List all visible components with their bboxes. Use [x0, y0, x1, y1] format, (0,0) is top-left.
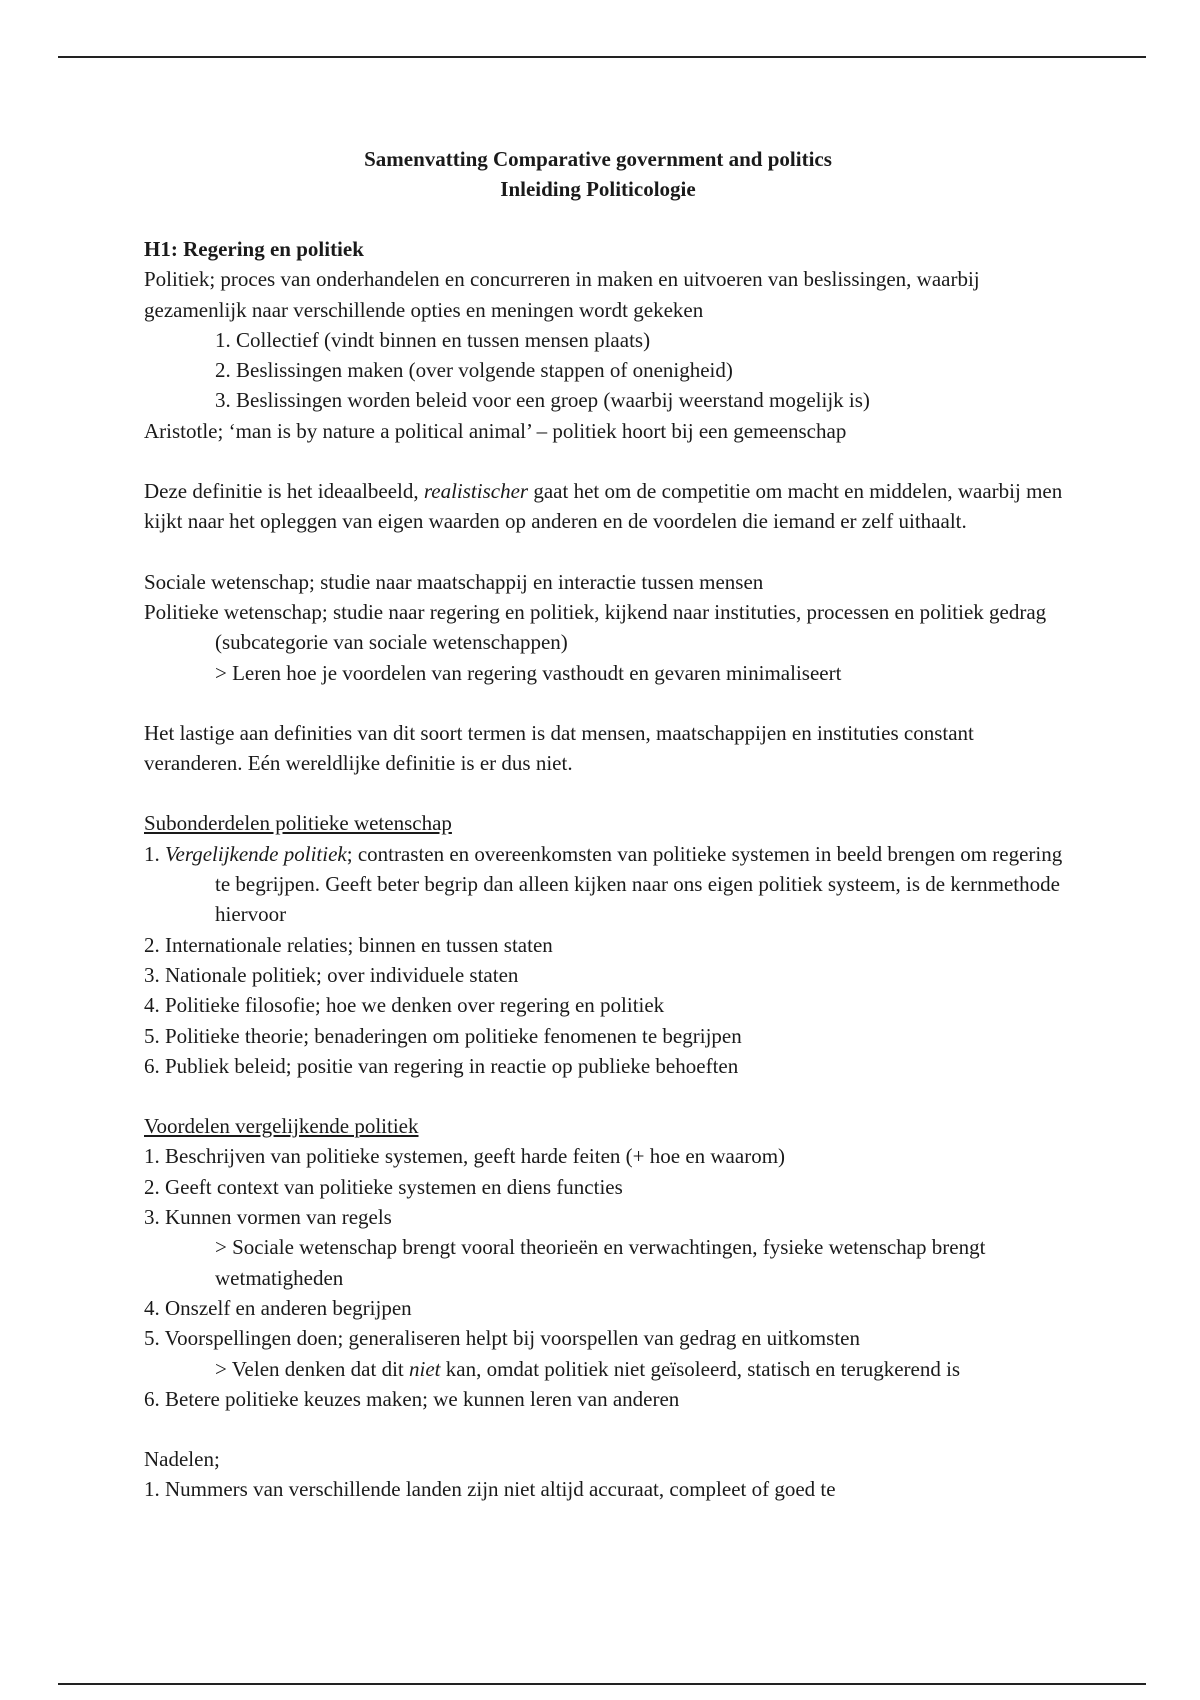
- list-item: 4. Onszelf en anderen begrijpen: [144, 1295, 412, 1320]
- emphasis-realistischer: realistischer: [423, 479, 529, 504]
- definition-politiek: Politiek; proces van onderhandelen en concurreren in maken en uitvoeren van beslissingen, waarbij gezamenlijk naar verschillende opties en meningen wordt gekeken: [144, 267, 980, 322]
- list-item: 1. Beschrijven van politieke systemen, geeft harde feiten (+ hoe en waarom): [144, 1144, 786, 1169]
- bottom-rule: [58, 1683, 1146, 1685]
- emphasis-niet: niet: [409, 1356, 441, 1381]
- list-item: 6. Publiek beleid; positie van regering in reactie op publieke behoeften: [144, 1053, 739, 1078]
- subonderdelen-heading: Subonderdelen politieke wetenschap: [144, 811, 452, 836]
- document-title: [132, 144, 1064, 204]
- ideal-paragraph: Deze definitie is het ideaalbeeld, realistischer gaat het om de competitie om macht en middelen, waarbij men kijkt naar het opleggen van eigen waarden op anderen en de voordelen die iemand er zelf uithaalt.: [144, 479, 1063, 534]
- top-rule: [58, 56, 1146, 58]
- title-line-2: Inleiding Politicologie: [500, 177, 696, 201]
- title-line-1: Samenvatting Comparative government and politics: [364, 147, 832, 171]
- definitions-paragraph: Het lastige aan definities van dit soort termen is dat mensen, maatschappijen en instituties constant veranderen. Eén wereldlijke definitie is er dus niet.: [144, 720, 974, 776]
- sub-point: > Sociale wetenschap brengt vooral theorieën en verwachtingen, fysieke wetenschap brengt wetmatigheden: [215, 1235, 986, 1290]
- list-item: 1. Vergelijkende politiek; contrasten en overeenkomsten van politieke systemen in beeld brengen om regering te begrijpen. Geeft beter begrip dan alleen kijken naar ons eigen politiek systeem, is de kernmethode hiervoor: [144, 841, 1063, 927]
- section-heading-h1: H1: Regering en politiek: [144, 237, 364, 261]
- nadelen-heading: Nadelen;: [144, 1447, 220, 1472]
- aristotle-quote: Aristotle; ‘man is by nature a political animal’ – politiek hoort bij een gemeenschap: [144, 418, 847, 443]
- list-item: 1. Nummers van verschillende landen zijn niet altijd accuraat, compleet of goed te: [144, 1477, 836, 1502]
- definition-sociale-wetenschap: Sociale wetenschap; studie naar maatschappij en interactie tussen mensen: [144, 569, 764, 594]
- list-item: 5. Voorspellingen doen; generaliseren helpt bij voorspellen van gedrag en uitkomsten: [144, 1326, 860, 1351]
- list-item: 5. Politieke theorie; benaderingen om politieke fenomenen te begrijpen: [144, 1023, 742, 1048]
- list-item: 4. Politieke filosofie; hoe we denken over regering en politiek: [144, 993, 665, 1018]
- definition-politieke-wetenschap: Politieke wetenschap; studie naar regering en politiek, kijkend naar instituties, processen en politiek gedrag (subcategorie van sociale wetenschappen): [144, 599, 1047, 655]
- voordelen-heading: Voordelen vergelijkende politiek: [144, 1114, 419, 1139]
- list-item: 3. Nationale politiek; over individuele staten: [144, 962, 519, 987]
- list-item: 6. Betere politieke keuzes maken; we kunnen leren van anderen: [144, 1386, 680, 1411]
- list-item: 3. Beslissingen worden beleid voor een groep (waarbij weerstand mogelijk is): [215, 388, 870, 413]
- list-item: 2. Beslissingen maken (over volgende stappen of onenigheid): [215, 358, 733, 383]
- list-item: 1. Collectief (vindt binnen en tussen mensen plaats): [215, 327, 651, 352]
- list-item: 3. Kunnen vormen van regels: [144, 1205, 392, 1230]
- sub-point: > Leren hoe je voordelen van regering vasthoudt en gevaren minimaliseert: [215, 660, 842, 685]
- emphasis-vergelijkende-politiek: Vergelijkende politiek: [165, 841, 347, 866]
- list-item: 2. Internationale relaties; binnen en tussen staten: [144, 932, 553, 957]
- list-item: 2. Geeft context van politieke systemen en diens functies: [144, 1174, 623, 1199]
- sub-point: > Velen denken dat dit niet kan, omdat politiek niet geïsoleerd, statisch en terugkerend is: [215, 1356, 961, 1381]
- document-body: [144, 144, 1064, 1505]
